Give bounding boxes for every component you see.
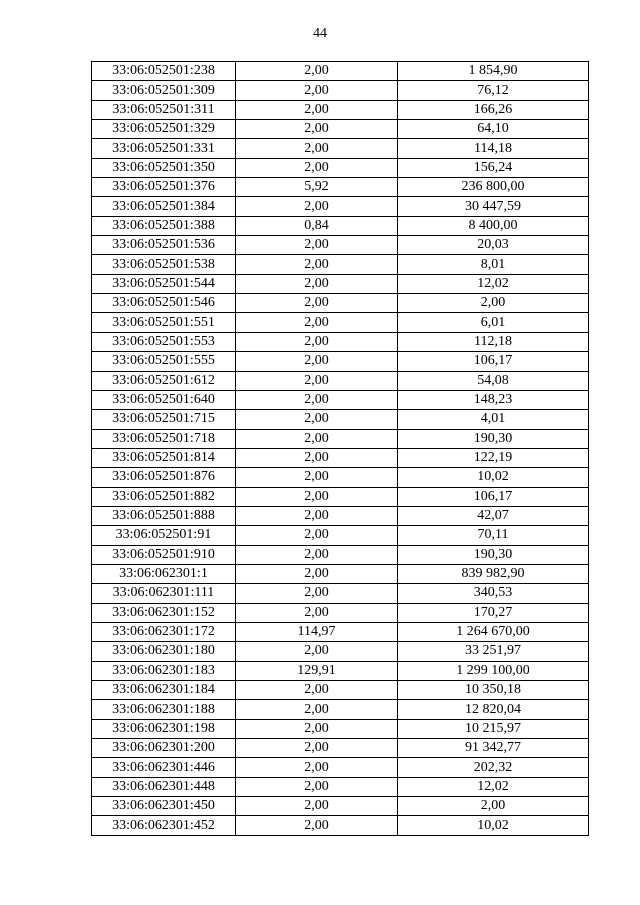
area-cell: 2,00 [236, 294, 398, 313]
value-cell: 20,03 [398, 236, 589, 255]
cadastral-number-cell: 33:06:052501:553 [92, 332, 236, 351]
cadastral-number-cell: 33:06:052501:555 [92, 352, 236, 371]
table-row [92, 526, 589, 545]
value-cell: 106,17 [398, 352, 589, 371]
value-cell: 8,01 [398, 255, 589, 274]
value-cell: 91 342,77 [398, 739, 589, 758]
value-cell: 70,11 [398, 526, 589, 545]
value-cell: 170,27 [398, 603, 589, 622]
area-cell: 2,00 [236, 816, 398, 835]
value-cell: 236 800,00 [398, 178, 589, 197]
area-cell: 2,00 [236, 371, 398, 390]
value-cell: 4,01 [398, 410, 589, 429]
value-cell: 1 854,90 [398, 62, 589, 81]
area-cell: 129,91 [236, 661, 398, 680]
value-cell: 114,18 [398, 139, 589, 158]
cadastral-number-cell: 33:06:052501:238 [92, 62, 236, 81]
area-cell: 2,00 [236, 352, 398, 371]
cadastral-number-cell: 33:06:052501:882 [92, 487, 236, 506]
cadastral-number-cell: 33:06:062301:152 [92, 603, 236, 622]
table-row [92, 81, 589, 100]
cadastral-number-cell: 33:06:052501:350 [92, 158, 236, 177]
page-number: 44 [313, 26, 327, 41]
value-cell: 8 400,00 [398, 216, 589, 235]
area-cell: 2,00 [236, 642, 398, 661]
area-cell: 2,00 [236, 719, 398, 738]
cadastral-number-cell: 33:06:052501:814 [92, 448, 236, 467]
area-cell: 2,00 [236, 139, 398, 158]
cadastral-number-cell: 33:06:052501:536 [92, 236, 236, 255]
table-row [92, 797, 589, 816]
area-cell: 2,00 [236, 62, 398, 81]
area-cell: 2,00 [236, 700, 398, 719]
table-row [92, 642, 589, 661]
table-row [92, 274, 589, 293]
value-cell: 64,10 [398, 120, 589, 139]
table-row [92, 584, 589, 603]
table-row [92, 661, 589, 680]
cadastral-number-cell: 33:06:052501:91 [92, 526, 236, 545]
table-row [92, 758, 589, 777]
area-cell: 5,92 [236, 178, 398, 197]
cadastral-number-cell: 33:06:052501:888 [92, 506, 236, 525]
cadastral-number-cell: 33:06:052501:538 [92, 255, 236, 274]
cadastral-number-cell: 33:06:062301:450 [92, 797, 236, 816]
value-cell: 2,00 [398, 797, 589, 816]
table-body [92, 62, 589, 836]
table-row [92, 197, 589, 216]
value-cell: 30 447,59 [398, 197, 589, 216]
table-row [92, 468, 589, 487]
area-cell: 2,00 [236, 255, 398, 274]
table-row [92, 313, 589, 332]
table-row [92, 100, 589, 119]
area-cell: 114,97 [236, 622, 398, 641]
area-cell: 2,00 [236, 120, 398, 139]
cadastral-number-cell: 33:06:052501:309 [92, 81, 236, 100]
table-row [92, 487, 589, 506]
table-row [92, 739, 589, 758]
value-cell: 54,08 [398, 371, 589, 390]
table-row [92, 681, 589, 700]
value-cell: 42,07 [398, 506, 589, 525]
table-row [92, 255, 589, 274]
table-row [92, 622, 589, 641]
cadastral-number-cell: 33:06:052501:910 [92, 545, 236, 564]
cadastral-number-cell: 33:06:062301:198 [92, 719, 236, 738]
area-cell: 2,00 [236, 487, 398, 506]
table-row [92, 120, 589, 139]
value-cell: 10 350,18 [398, 681, 589, 700]
value-cell: 156,24 [398, 158, 589, 177]
area-cell: 2,00 [236, 526, 398, 545]
table-row [92, 139, 589, 158]
cadastral-number-cell: 33:06:052501:376 [92, 178, 236, 197]
value-cell: 2,00 [398, 294, 589, 313]
cadastral-number-cell: 33:06:052501:640 [92, 390, 236, 409]
table-row [92, 564, 589, 583]
area-cell: 2,00 [236, 197, 398, 216]
area-cell: 2,00 [236, 100, 398, 119]
area-cell: 2,00 [236, 681, 398, 700]
value-cell: 12 820,04 [398, 700, 589, 719]
cadastral-number-cell: 33:06:062301:448 [92, 777, 236, 796]
table-row [92, 448, 589, 467]
table-row [92, 62, 589, 81]
data-table [91, 61, 589, 836]
cadastral-number-cell: 33:06:062301:200 [92, 739, 236, 758]
value-cell: 10 215,97 [398, 719, 589, 738]
value-cell: 340,53 [398, 584, 589, 603]
cadastral-number-cell: 33:06:062301:183 [92, 661, 236, 680]
value-cell: 10,02 [398, 468, 589, 487]
value-cell: 190,30 [398, 429, 589, 448]
area-cell: 2,00 [236, 158, 398, 177]
value-cell: 1 299 100,00 [398, 661, 589, 680]
table-row [92, 294, 589, 313]
area-cell: 2,00 [236, 739, 398, 758]
cadastral-number-cell: 33:06:052501:612 [92, 371, 236, 390]
value-cell: 122,19 [398, 448, 589, 467]
table-row [92, 719, 589, 738]
cadastral-number-cell: 33:06:062301:452 [92, 816, 236, 835]
area-cell: 2,00 [236, 236, 398, 255]
value-cell: 12,02 [398, 274, 589, 293]
area-cell: 2,00 [236, 603, 398, 622]
table-row [92, 506, 589, 525]
area-cell: 2,00 [236, 332, 398, 351]
value-cell: 10,02 [398, 816, 589, 835]
table-row [92, 700, 589, 719]
area-cell: 2,00 [236, 564, 398, 583]
area-cell: 2,00 [236, 274, 398, 293]
area-cell: 2,00 [236, 506, 398, 525]
value-cell: 76,12 [398, 81, 589, 100]
cadastral-number-cell: 33:06:052501:331 [92, 139, 236, 158]
cadastral-number-cell: 33:06:052501:546 [92, 294, 236, 313]
value-cell: 33 251,97 [398, 642, 589, 661]
area-cell: 2,00 [236, 429, 398, 448]
value-cell: 202,32 [398, 758, 589, 777]
value-cell: 839 982,90 [398, 564, 589, 583]
value-cell: 106,17 [398, 487, 589, 506]
table-row [92, 545, 589, 564]
area-cell: 2,00 [236, 390, 398, 409]
cadastral-number-cell: 33:06:062301:111 [92, 584, 236, 603]
value-cell: 112,18 [398, 332, 589, 351]
table-row [92, 158, 589, 177]
value-cell: 190,30 [398, 545, 589, 564]
area-cell: 2,00 [236, 468, 398, 487]
table-row [92, 777, 589, 796]
table-row [92, 390, 589, 409]
value-cell: 6,01 [398, 313, 589, 332]
area-cell: 2,00 [236, 584, 398, 603]
value-cell: 148,23 [398, 390, 589, 409]
cadastral-number-cell: 33:06:062301:1 [92, 564, 236, 583]
table-row [92, 371, 589, 390]
cadastral-number-cell: 33:06:062301:184 [92, 681, 236, 700]
cadastral-number-cell: 33:06:062301:172 [92, 622, 236, 641]
area-cell: 2,00 [236, 797, 398, 816]
table-row [92, 410, 589, 429]
table-row [92, 816, 589, 835]
table-row [92, 332, 589, 351]
cadastral-number-cell: 33:06:062301:188 [92, 700, 236, 719]
area-cell: 2,00 [236, 448, 398, 467]
area-cell: 2,00 [236, 313, 398, 332]
table-row [92, 216, 589, 235]
cadastral-number-cell: 33:06:052501:329 [92, 120, 236, 139]
table-row [92, 429, 589, 448]
table-row [92, 236, 589, 255]
cadastral-number-cell: 33:06:052501:544 [92, 274, 236, 293]
value-cell: 1 264 670,00 [398, 622, 589, 641]
cadastral-number-cell: 33:06:062301:446 [92, 758, 236, 777]
table-row [92, 178, 589, 197]
table-row [92, 603, 589, 622]
cadastral-number-cell: 33:06:052501:551 [92, 313, 236, 332]
area-cell: 2,00 [236, 758, 398, 777]
cadastral-number-cell: 33:06:052501:384 [92, 197, 236, 216]
area-cell: 2,00 [236, 545, 398, 564]
area-cell: 2,00 [236, 410, 398, 429]
cadastral-number-cell: 33:06:052501:388 [92, 216, 236, 235]
cadastral-number-cell: 33:06:052501:876 [92, 468, 236, 487]
cadastral-number-cell: 33:06:052501:311 [92, 100, 236, 119]
area-cell: 0,84 [236, 216, 398, 235]
table-row [92, 352, 589, 371]
value-cell: 12,02 [398, 777, 589, 796]
area-cell: 2,00 [236, 81, 398, 100]
cadastral-number-cell: 33:06:062301:180 [92, 642, 236, 661]
cadastral-number-cell: 33:06:052501:715 [92, 410, 236, 429]
area-cell: 2,00 [236, 777, 398, 796]
cadastral-number-cell: 33:06:052501:718 [92, 429, 236, 448]
value-cell: 166,26 [398, 100, 589, 119]
